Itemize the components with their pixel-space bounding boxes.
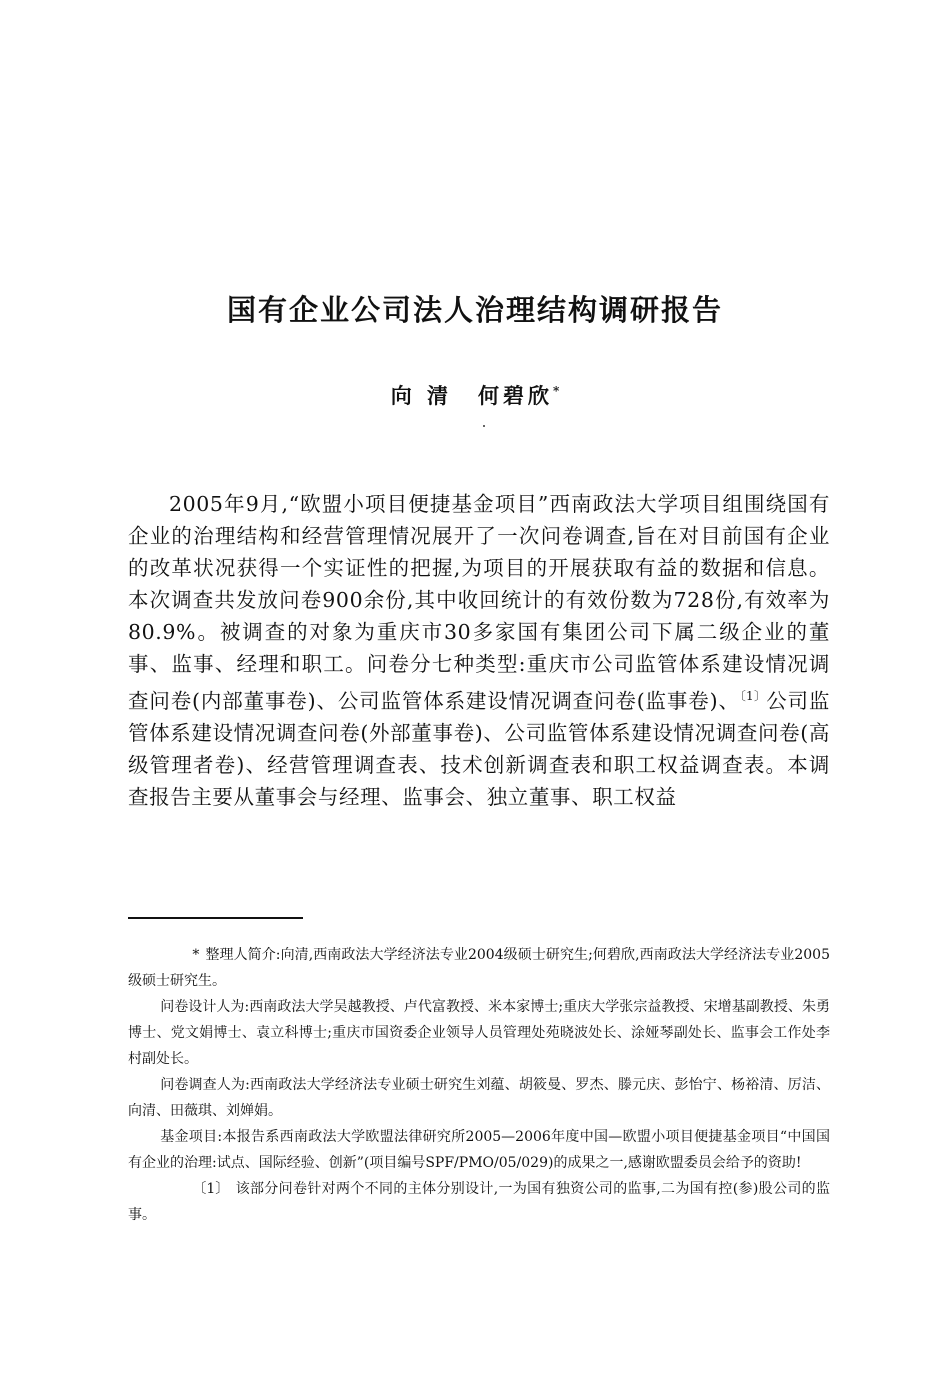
footnote-investigators: 问卷调查人为:西南政法大学经济法专业硕士研究生刘蕴、胡筱曼、罗杰、滕元庆、彭怡宁、杨裕清、厉洁、向清、田薇琪、刘婵娟。	[128, 1077, 830, 1119]
paper-title: 国有企业公司法人治理结构调研报告	[226, 293, 723, 327]
footnote-fund: 基金项目:本报告系西南政法大学欧盟法律研究所2005—2006年度中国—欧盟小项目便捷基金项目“中国国有企业的治理:试点、国际经验、创新”(项目编号SPF/PMO/05/029)的成果之一,感谢欧盟委员会给予的资助!	[128, 1129, 830, 1171]
footnote-reference: 〔1〕	[739, 689, 767, 703]
footnote-ref-1	[128, 1176, 830, 1228]
footnotes	[128, 942, 830, 1228]
author-name: 何碧欣	[478, 383, 554, 408]
author-name: 向 清	[390, 383, 453, 408]
footnote-text: 该部分问卷针对两个不同的主体分别设计,一为国有独资公司的监事,二为国有控(参)股公司的监事。	[128, 1181, 830, 1223]
footnote-separator	[128, 917, 303, 919]
body-text-part1: 2005年9月,“欧盟小项目便捷基金项目”西南政法大学项目组围绕国有企业的治理结构和经营管理情况展开了一次问卷调查,旨在对目前国有企业的改革状况获得一个实证性的把握,为项目的开展获取有益的数据和信息。本次调查共发放问卷900余份,其中收回统计的有效份数为728份,有效率为80.9%。被调查的对象为重庆市30多家国有集团公司下属二级企业的董事、监事、经理和职工。问卷分七种类型:重庆市公司监管体系建设情况调查问卷(内部董事卷)、公司监管体系建设情况调查问卷(监事卷)、	[128, 492, 830, 713]
author-line	[0, 380, 950, 410]
author-footnote-mark: *	[553, 384, 560, 398]
body-paragraph	[128, 488, 830, 813]
footnote-star-mark: *	[192, 947, 200, 963]
footnote-author-intro	[128, 942, 830, 994]
stray-dot	[483, 425, 485, 427]
body-text-part2: 公司监管体系建设情况调查问卷(外部董事卷)、公司监管体系建设情况调查问卷(高级管理者卷)、经营管理调查表、技术创新调查表和职工权益调查表。本调查报告主要从董事会与经理、监事会、独立董事、职工权益	[128, 688, 831, 809]
footnote-text: 整理人简介:向清,西南政法大学经济法专业2004级硕士研究生;何碧欣,西南政法大学经济法专业2005级硕士研究生。	[128, 947, 830, 989]
footnote-designers: 问卷设计人为:西南政法大学吴越教授、卢代富教授、米本家博士;重庆大学张宗益教授、宋增基副教授、朱勇博士、党文娟博士、袁立科博士;重庆市国资委企业领导人员管理处苑晓波处长、涂娅琴副处长、监事会工作处李村副处长。	[128, 999, 830, 1067]
footnote-ref-mark: 〔1〕	[192, 1181, 230, 1197]
